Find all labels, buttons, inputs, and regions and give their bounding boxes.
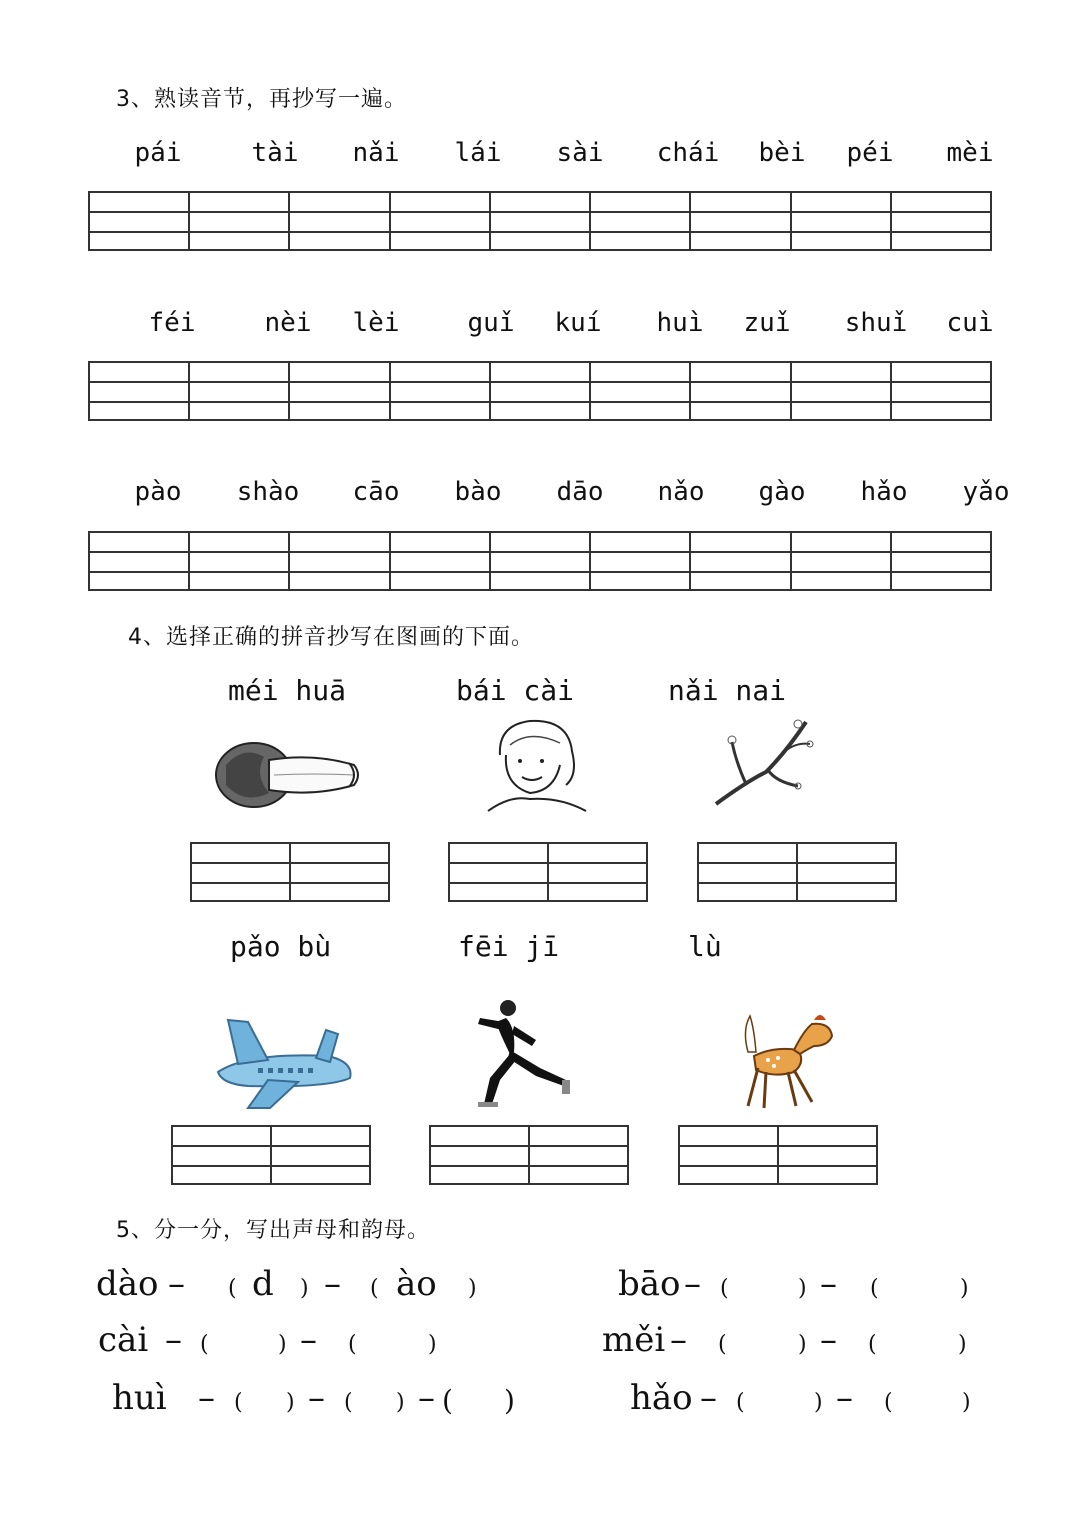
close-paren: )	[960, 1276, 969, 1301]
split-word: bāo	[618, 1264, 681, 1304]
close-paren: )	[798, 1332, 807, 1357]
writing-grid-row1[interactable]	[88, 191, 992, 251]
syllable: hǎo	[860, 477, 908, 507]
syllable: nèi	[264, 308, 312, 338]
syllable: chái	[656, 138, 720, 168]
syllable: péi	[846, 138, 894, 168]
syllable: bào	[454, 477, 502, 507]
writing-grid-cabbage[interactable]	[190, 842, 390, 902]
open-paren: (	[884, 1390, 893, 1415]
syllable: féi	[148, 308, 196, 338]
open-paren: (	[736, 1390, 745, 1415]
dash: –	[168, 1264, 185, 1304]
close-paren: )	[396, 1390, 405, 1415]
dash: –	[165, 1320, 182, 1360]
syllable: shuǐ	[844, 308, 908, 338]
dash: –	[308, 1378, 325, 1418]
section5-title: 5、分一分，写出声母和韵母。	[116, 1218, 430, 1243]
syllable: yǎo	[962, 477, 1010, 507]
close-paren: )	[300, 1276, 309, 1301]
writing-grid-runner[interactable]	[429, 1125, 629, 1185]
open-paren: (	[870, 1276, 879, 1301]
dash: –	[836, 1378, 853, 1418]
syllable: pào	[134, 477, 182, 507]
open-paren: (	[718, 1332, 727, 1357]
syllable: shào	[236, 477, 300, 507]
pinyin-option: bái cài	[456, 674, 575, 707]
syllable: kuí	[554, 308, 602, 338]
open-paren: (	[200, 1332, 209, 1357]
dash: –	[300, 1320, 317, 1360]
open-paren: (	[348, 1332, 357, 1357]
syllable: guǐ	[467, 308, 515, 338]
open-paren: (	[370, 1276, 379, 1301]
writing-grid-row2[interactable]	[88, 361, 992, 421]
airplane-image	[208, 1012, 358, 1112]
fawn-image	[734, 1006, 842, 1112]
open-paren: (	[344, 1390, 353, 1415]
dash: –	[324, 1264, 341, 1304]
syllable: zuǐ	[743, 308, 791, 338]
answer-final[interactable]: ào	[396, 1264, 437, 1304]
open-paren: (	[720, 1276, 729, 1301]
close-paren: )	[814, 1390, 823, 1415]
dash: –	[700, 1378, 717, 1418]
close-paren: )	[504, 1384, 515, 1417]
split-word: cài	[98, 1320, 149, 1360]
pinyin-option: nǎi nai	[668, 674, 787, 707]
syllable: mèi	[946, 138, 994, 168]
syllable: bèi	[758, 138, 806, 168]
answer-initial[interactable]: d	[252, 1264, 274, 1304]
syllable: lái	[454, 138, 502, 168]
open-paren: (	[234, 1390, 243, 1415]
close-paren: )	[958, 1332, 967, 1357]
split-word: dào	[96, 1264, 159, 1304]
writing-grid-plum[interactable]	[697, 842, 897, 902]
syllable: tài	[251, 138, 299, 168]
section3-title: 3、熟读音节，再抄写一遍。	[116, 87, 407, 112]
close-paren: )	[468, 1276, 477, 1301]
syllable: huì	[656, 308, 704, 338]
syllable: cuì	[946, 308, 994, 338]
syllable: pái	[134, 138, 182, 168]
syllable: nǎo	[657, 477, 705, 507]
grandma-image	[480, 715, 592, 815]
writing-grid-airplane[interactable]	[171, 1125, 371, 1185]
writing-grid-row3[interactable]	[88, 531, 992, 591]
syllable: dāo	[556, 477, 604, 507]
dash: –	[198, 1378, 215, 1418]
dash: –	[820, 1264, 837, 1304]
close-paren: )	[278, 1332, 287, 1357]
split-word: měi	[602, 1320, 666, 1360]
close-paren: )	[428, 1332, 437, 1357]
split-word: huì	[112, 1378, 167, 1418]
open-paren: (	[868, 1332, 877, 1357]
dash: –	[820, 1320, 837, 1360]
section4-title: 4、选择正确的拼音抄写在图画的下面。	[128, 625, 534, 650]
syllable: gào	[758, 477, 806, 507]
pinyin-option: méi huā	[228, 674, 347, 707]
syllable: nǎi	[352, 138, 400, 168]
syllable: lèi	[352, 308, 400, 338]
dash: –	[670, 1320, 687, 1360]
close-paren: )	[798, 1276, 807, 1301]
runner-image	[470, 998, 580, 1110]
close-paren: )	[962, 1390, 971, 1415]
syllable: cāo	[352, 477, 400, 507]
cabbage-image	[214, 735, 364, 815]
split-word: hǎo	[630, 1378, 693, 1418]
writing-grid-fawn[interactable]	[678, 1125, 878, 1185]
open-paren: (	[228, 1276, 237, 1301]
writing-grid-grandma[interactable]	[448, 842, 648, 902]
dash: –	[684, 1264, 701, 1304]
close-paren: )	[286, 1390, 295, 1415]
syllable: sài	[556, 138, 604, 168]
pinyin-option: lù	[688, 930, 722, 963]
dash: –	[418, 1378, 435, 1418]
open-paren: (	[442, 1384, 453, 1417]
plum-blossom-image	[706, 712, 818, 812]
pinyin-option: pǎo bù	[230, 930, 332, 963]
pinyin-option: fēi jī	[458, 930, 560, 963]
